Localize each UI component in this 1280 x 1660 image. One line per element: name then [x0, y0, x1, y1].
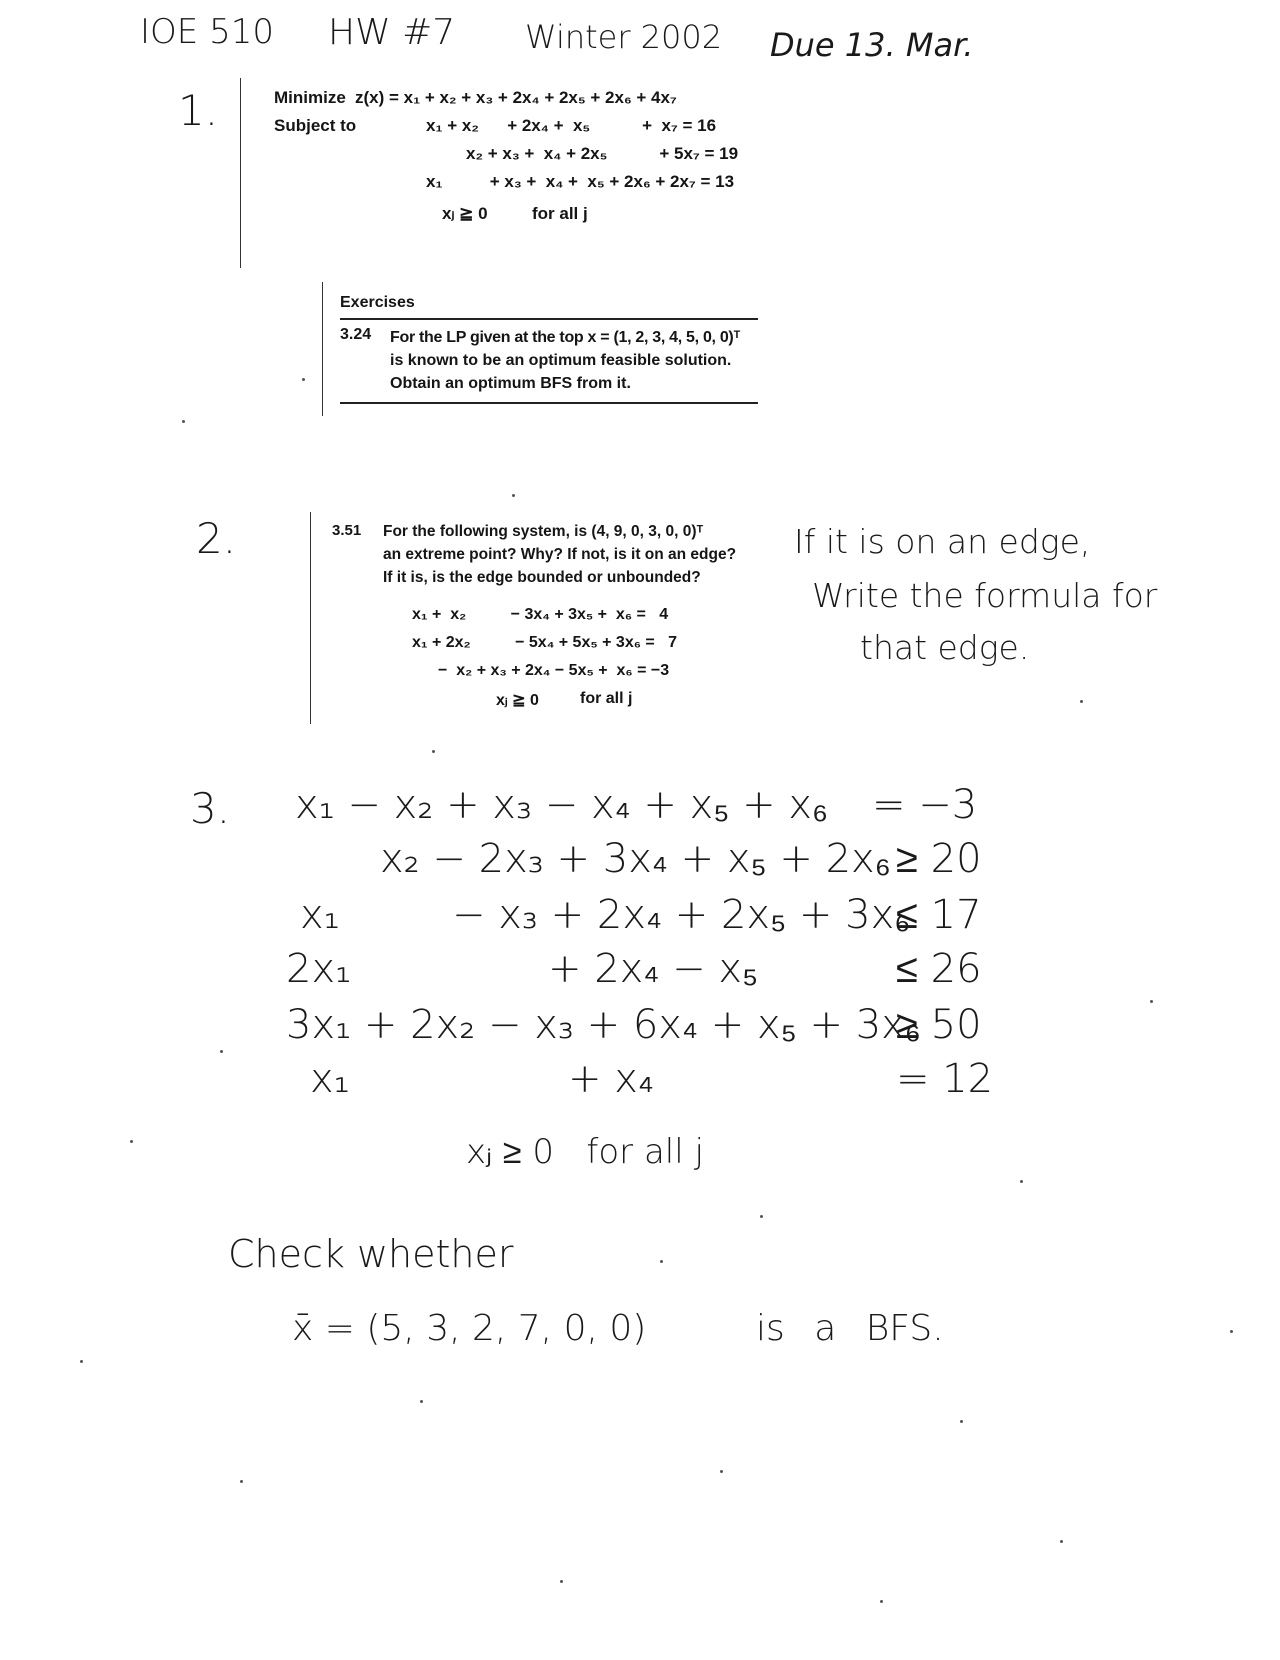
- row-6-lhs-a: x₁: [310, 1056, 350, 1102]
- term: Winter 2002: [525, 18, 723, 56]
- homework-number: HW #7: [328, 12, 456, 53]
- problem-2-bracket: [310, 512, 311, 724]
- constraint-2: x₂ + x₃ + x₄ + 2x₅ + 5x₇ = 19: [466, 144, 739, 163]
- edge-note-line-1: If it is on an edge,: [794, 522, 1091, 561]
- row-6-lhs-b: + x₄: [568, 1056, 654, 1102]
- exercise-324-bracket: [322, 282, 323, 416]
- row-4-lhs-a: 2x₁: [286, 946, 352, 992]
- row-4-rhs: ≤ 26: [896, 946, 982, 992]
- exercise-351-line-3: If it is, is the edge bounded or unbounded?: [383, 569, 701, 586]
- exercise-351-number: 3.51: [332, 522, 362, 539]
- row-3-lhs-a: x₁: [300, 892, 340, 938]
- system-constraint-3: − x₂ + x₃ + 2x₄ − 5x₅ + x₆ = −3: [438, 662, 670, 679]
- course-code: IOE 510: [140, 12, 274, 52]
- row-5-rhs: ≥ 50: [896, 1002, 982, 1048]
- edge-note-line-3: that edge.: [860, 628, 1030, 667]
- exercise-324-number: 3.24: [340, 326, 372, 343]
- nonnegativity-variable: xⱼ ≧ 0: [442, 204, 488, 223]
- check-whether-text: Check whether: [228, 1232, 514, 1276]
- system-nonnegativity-variable: xⱼ ≧ 0: [496, 692, 539, 709]
- nonnegativity-condition: xⱼ ≥ 0 for all j: [466, 1132, 704, 1172]
- constraint-1: x₁ + x₂ + 2x₄ + x₅ + x₇ = 16: [426, 116, 717, 135]
- exercise-351-line-1: For the following system, is (4, 9, 0, 3, 0, 0)ᵀ: [383, 523, 704, 540]
- exercise-324-line-3: Obtain an optimum BFS from it.: [390, 375, 631, 392]
- system-constraint-2: x₁ + 2x₂ − 5x₄ + 5x₅ + 3x₆ = 7: [412, 634, 678, 651]
- exercises-top-rule: [340, 318, 758, 320]
- bfs-question-text: is a BFS.: [756, 1308, 944, 1349]
- row-4-lhs-b: + 2x₄ − x₅: [548, 946, 759, 992]
- constraint-3: x₁ + x₃ + x₄ + x₅ + 2x₆ + 2x₇ = 13: [426, 172, 735, 191]
- row-3-rhs: ≤ 17: [896, 892, 982, 938]
- exercise-324-line-1: For the LP given at the top x = (1, 2, 3, 4, 5, 0, 0)ᵀ: [390, 329, 741, 346]
- objective-label: Minimize: [274, 88, 346, 107]
- exercise-351-line-2: an extreme point? Why? If not, is it on an edge?: [383, 546, 737, 563]
- bfs-candidate-point: x̄ = (5, 3, 2, 7, 0, 0): [292, 1308, 647, 1349]
- exercise-324-line-2: is known to be an optimum feasible solution.: [390, 352, 732, 369]
- exercises-title: Exercises: [340, 294, 415, 311]
- subject-to-label: Subject to: [274, 116, 357, 135]
- objective-function: z(x) = x₁ + x₂ + x₃ + 2x₄ + 2x₅ + 2x₆ + 4x₇: [355, 88, 677, 107]
- system-nonnegativity-text: for all j: [580, 690, 633, 707]
- row-2-lhs: x₂ − 2x₃ + 3x₄ + x₅ + 2x₆: [380, 836, 891, 882]
- row-5-lhs: 3x₁ + 2x₂ − x₃ + 6x₄ + x₅ + 3x₆: [286, 1002, 921, 1048]
- problem-3-number: 3.: [190, 784, 231, 833]
- nonnegativity-text: for all j: [532, 204, 588, 223]
- exercises-bottom-rule: [340, 402, 758, 404]
- problem-1-number: 1.: [178, 86, 219, 135]
- problem-1-bracket: [240, 78, 241, 268]
- due-date: Due 13. Mar.: [770, 26, 974, 64]
- row-1-rhs: = −3: [872, 782, 978, 828]
- system-constraint-1: x₁ + x₂ − 3x₄ + 3x₅ + x₆ = 4: [412, 606, 669, 623]
- row-3-lhs-b: − x₃ + 2x₄ + 2x₅ + 3x₆: [452, 892, 911, 938]
- row-2-rhs: ≥ 20: [896, 836, 982, 882]
- row-6-rhs: = 12: [896, 1056, 994, 1102]
- edge-note-line-2: Write the formula for: [812, 576, 1158, 615]
- row-1-lhs: x₁ − x₂ + x₃ − x₄ + x₅ + x₆: [295, 782, 829, 828]
- problem-2-number: 2.: [196, 514, 237, 563]
